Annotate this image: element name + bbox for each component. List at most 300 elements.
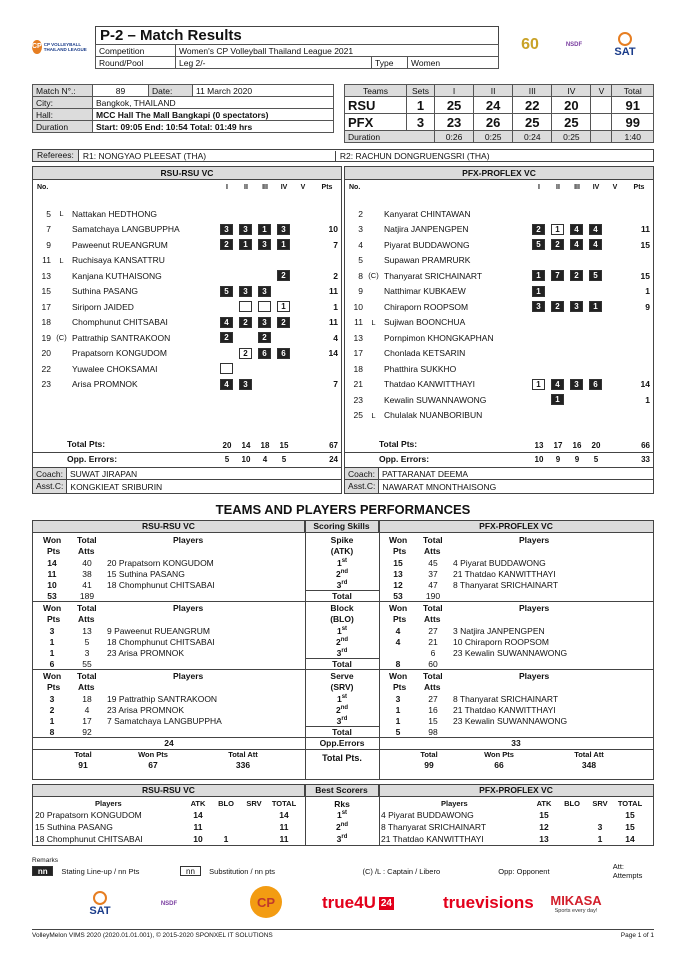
round-value: Leg 2/- [176, 57, 372, 69]
won-pts: 4 [395, 637, 401, 647]
block-total-won: 6 [49, 659, 55, 669]
player-number: 18 [353, 363, 363, 374]
set-square: 4 [589, 224, 602, 235]
pts-subheader: Pts [393, 546, 407, 556]
players-header: Players [173, 535, 204, 545]
pfx-roster [344, 166, 654, 494]
left-team-header: RSU-RSU VC [33, 521, 305, 533]
best-stat: 11 [279, 834, 289, 844]
team-header: PFX-PROFLEX VC [345, 167, 653, 180]
player-number: 10 [353, 301, 363, 312]
perf-player: 4 Piyarat BUDDAWONG [453, 558, 546, 568]
player-row [345, 206, 653, 222]
set-square [239, 332, 252, 343]
set-header: III [262, 184, 268, 191]
performance-title: TEAMS AND PLAYERS PERFORMANCES [215, 502, 471, 517]
won-header: Won [43, 603, 62, 613]
player-row [33, 222, 341, 238]
perf-player: 9 Paweenut RUEANGRUM [107, 626, 210, 636]
date-label: Date: [149, 85, 193, 97]
team1-set3: 22 [513, 97, 552, 114]
team2-set3: 25 [513, 114, 552, 131]
set-total-pts: 66 [641, 441, 650, 450]
rank [305, 716, 379, 726]
remarks-bar [32, 862, 654, 880]
set-square: 2 [277, 317, 290, 328]
won-pts: 13 [393, 569, 403, 579]
won-pts: 12 [393, 580, 403, 590]
team2-sets: 3 [407, 114, 435, 131]
cpvl-logo: CP CP VOLLEYBALL THAILAND LEAGUE [32, 42, 87, 52]
player-row [345, 284, 653, 300]
team2-set4: 25 [552, 114, 591, 131]
set-square: 2 [258, 332, 271, 343]
set-header: IV [592, 184, 600, 191]
perf-player: 7 Samatchaya LANGBUPPHA [107, 716, 222, 726]
set-square: 2 [570, 270, 583, 281]
set-square: 4 [220, 317, 233, 328]
set-square: 1 [239, 239, 252, 250]
player-name: Thanyarat SRICHAINART [384, 270, 483, 281]
skill-abbr: (BLO) [330, 614, 354, 624]
totals-header: Total Att [228, 750, 258, 759]
player-number: 23 [41, 379, 51, 390]
total-atts: 41 [82, 580, 92, 590]
player-row [345, 346, 653, 362]
player-row [33, 330, 341, 346]
set-square: 3 [277, 224, 290, 235]
rank-suffix: rd [341, 648, 348, 654]
right-team-header: PFX-PROFLEX VC [379, 785, 653, 797]
match-date: 11 March 2020 [193, 85, 334, 97]
nsdf-logo: NSDF [565, 42, 583, 48]
competition-label: Competition [96, 45, 176, 57]
sponsor-nsdf-logo: NSDF [160, 901, 178, 907]
team1-total: 91 [612, 97, 654, 114]
skill-total-label: Total [332, 591, 352, 601]
substitution-legend: Substitution / nn pts [209, 866, 276, 876]
block-total-won: 53 [393, 591, 403, 601]
best-scorers [32, 784, 654, 846]
player-number: 5 [46, 208, 51, 219]
set-total-pts: 20 [222, 441, 232, 450]
total-atts: 18 [82, 694, 92, 704]
block-total-won: 8 [49, 727, 55, 737]
won-pts: 2 [49, 705, 55, 715]
player-pts: 7 [333, 379, 338, 390]
totals-value: 67 [148, 760, 158, 770]
set-square: 4 [589, 239, 602, 250]
teams-header: Teams [345, 85, 407, 97]
won-header: Won [389, 603, 408, 613]
set-header: II [244, 184, 248, 191]
rank-suffix: st [341, 810, 348, 816]
players-header: Players [173, 671, 204, 681]
rank-num: 3 [336, 716, 342, 726]
set-square: 2 [239, 348, 252, 359]
totals-value: 91 [78, 760, 88, 770]
player-row [345, 253, 653, 269]
perf-player: 21 Thatdao KANWITTHAYI [453, 705, 556, 715]
set-square: 2 [277, 270, 290, 281]
opp-errors-right: 33 [511, 738, 521, 748]
perf-player: 18 Chomphunut CHITSABAI [107, 637, 215, 647]
rank-suffix: nd [340, 822, 349, 828]
competition-table [95, 44, 499, 69]
perf-player: 10 Chiraporn ROOPSOM [453, 637, 549, 647]
footer-credits: VolleyMelon VIMS 2020 (2020.01.01.001), © 2015-2020 SPONXEL IT SOLUTIONS [32, 932, 273, 939]
player-number: 25 [353, 410, 363, 421]
best-stat: 15 [625, 822, 635, 832]
stat-header: SRV [592, 799, 608, 808]
best-stat: 10 [193, 834, 203, 844]
remarks-label: Remarks [32, 857, 59, 864]
city-value: Bangkok, THAILAND [93, 97, 334, 109]
player-name: Natthimar KUBKAEW [384, 286, 466, 297]
stat-header: TOTAL [271, 799, 297, 808]
block-total-atts: 60 [428, 659, 438, 669]
best-stat: 14 [279, 810, 289, 820]
player-row [345, 392, 653, 408]
atts-subheader: Atts [424, 682, 441, 692]
total-atts: 21 [428, 637, 438, 647]
player-name: Yuwalee CHOKSAMAI [72, 363, 158, 374]
perf-player: 8 Thanyarat SRICHAINART [453, 580, 559, 590]
set-square: 5 [532, 239, 545, 250]
set-square [258, 301, 271, 312]
stat-header: TOTAL [617, 799, 643, 808]
player-flag: (C) [368, 271, 379, 281]
pts-subheader: Pts [47, 614, 61, 624]
player-number: 15 [41, 286, 51, 297]
attempts-legend: Att: Attempts [612, 862, 643, 880]
pts-subheader: Pts [47, 682, 61, 692]
won-pts: 3 [49, 626, 55, 636]
player-number: 11 [354, 317, 363, 328]
footer-page: Page 1 of 1 [620, 932, 654, 939]
set-total-pts: 18 [260, 441, 270, 450]
left-team-header: RSU-RSU VC [33, 785, 305, 797]
player-row [33, 284, 341, 300]
player-name: Nattakan HEDTHONG [72, 208, 158, 219]
rank [305, 558, 379, 568]
player-name: Kanjana KUTHAISONG [72, 270, 162, 281]
set-square: 4 [551, 379, 564, 390]
set-square: 3 [239, 286, 252, 297]
assistant-coach-label: Asst.C: [33, 480, 67, 493]
opponent-legend: Opp: Opponent [498, 866, 550, 876]
set-square: 3 [570, 379, 583, 390]
player-row [33, 268, 341, 284]
set-square: 6 [258, 348, 271, 359]
sponsor-mikasa-logo: MIKASA Sports every day! [550, 892, 602, 914]
player-row [345, 315, 653, 331]
skill-name: Spike [330, 535, 354, 545]
skill-total-label: Total [332, 727, 352, 737]
total-header: Total [77, 603, 97, 613]
player-number: 17 [41, 301, 51, 312]
set-total-pts: 20 [591, 441, 601, 450]
sat-logo: SAT [608, 28, 642, 62]
set-header: I [226, 184, 228, 191]
team2-set2: 26 [474, 114, 513, 131]
player-number: 22 [41, 363, 51, 374]
player-name: Paweenut RUEANGRUM [72, 239, 168, 250]
perf-player: 23 Arisa PROMNOK [107, 705, 184, 715]
player-number: 11 [42, 255, 51, 266]
team1-set2: 24 [474, 97, 513, 114]
best-player: 21 Thatdao KANWITTHAYI [381, 834, 484, 844]
player-name: Phatthira SUKKHO [384, 363, 457, 374]
match-no: 89 [93, 85, 149, 97]
block-total-atts: 55 [82, 659, 92, 669]
player-pts: 4 [333, 332, 338, 343]
skill-name: Block [330, 603, 354, 613]
set5-header: V [591, 85, 612, 97]
won-pts: 1 [395, 716, 401, 726]
total-atts: 4 [84, 705, 90, 715]
won-pts: 10 [47, 580, 57, 590]
player-number: 13 [41, 270, 51, 281]
total-atts: 6 [430, 648, 436, 658]
player-row [33, 377, 341, 393]
player-number: 2 [358, 208, 363, 219]
set-opp-errors: 9 [555, 455, 561, 464]
rank-suffix: st [341, 558, 348, 564]
atts-subheader: Atts [424, 614, 441, 624]
set-square: 2 [220, 332, 233, 343]
perf-player: 8 Thanyarat SRICHAINART [453, 694, 559, 704]
rank-suffix: st [341, 626, 348, 632]
best-stat: 11 [193, 822, 203, 832]
player-row [345, 408, 653, 424]
player-name: Samatchaya LANGBUPPHA [72, 224, 180, 235]
won-pts: 1 [49, 716, 55, 726]
total-atts: 3 [84, 648, 90, 658]
atts-subheader: Atts [78, 546, 95, 556]
won-header: Won [389, 535, 408, 545]
match-no-label: Match N°.: [33, 85, 93, 97]
pts-header: Pts [321, 184, 333, 191]
player-name: Chulalak NUANBORIBUN [384, 410, 483, 421]
set-square: 1 [589, 301, 602, 312]
set-opp-errors: 24 [329, 455, 338, 464]
player-row [345, 361, 653, 377]
set-square: 3 [258, 317, 271, 328]
sponsor-sat-logo: SAT [80, 886, 120, 922]
stat-header: SRV [246, 799, 262, 808]
set-duration-label: Duration [345, 131, 435, 143]
totals-header: Total [74, 750, 92, 759]
total-atts: 37 [428, 569, 438, 579]
player-pts: 7 [333, 239, 338, 250]
player-name: Kewalin SUWANNAWONG [384, 394, 487, 405]
player-flag: L [371, 317, 376, 327]
duration-label: Duration [33, 121, 93, 133]
round-label: Round/Pool [96, 57, 176, 69]
skill-abbr: (SRV) [330, 682, 354, 692]
block-total-won: 8 [395, 659, 401, 669]
won-pts: 3 [49, 694, 55, 704]
skill-abbr: (ATK) [330, 546, 354, 556]
sets-header: Sets [407, 85, 435, 97]
set-square [239, 301, 252, 312]
rsu-roster [32, 166, 342, 494]
best-player: 20 Prapatsorn KONGUDOM [35, 810, 142, 820]
rank [305, 822, 379, 832]
opp-errors-label: Opp.Errors [319, 738, 365, 748]
city-label: City: [33, 97, 93, 109]
best-stat: 15 [625, 810, 635, 820]
coach-row [33, 467, 341, 480]
stat-header: BLO [218, 799, 234, 808]
rank-suffix: rd [341, 580, 348, 586]
set-square: 1 [532, 379, 545, 390]
skill-name: Serve [330, 671, 354, 681]
set-square: 1 [551, 394, 564, 405]
player-row [33, 237, 341, 253]
total-atts: 13 [82, 626, 92, 636]
players-header: Players [519, 535, 550, 545]
skills-header: Scoring Skills [305, 521, 379, 533]
total-duration: 1:40 [612, 131, 654, 143]
player-name: Supawan PRAMRURK [384, 255, 471, 266]
won-pts: 11 [47, 569, 57, 579]
set-square: 5 [220, 286, 233, 297]
set-square: 2 [239, 317, 252, 328]
block-total-atts: 92 [82, 727, 92, 737]
total-atts: 15 [428, 716, 438, 726]
block-total-won: 53 [47, 591, 57, 601]
set-square: 4 [570, 224, 583, 235]
coach-label: Coach: [345, 468, 379, 479]
score-table [344, 84, 654, 143]
stat-header: ATK [536, 799, 552, 808]
rank-suffix: nd [340, 569, 349, 575]
player-row [33, 315, 341, 331]
team2-total: 99 [612, 114, 654, 131]
best-player: 15 Suthina PASANG [35, 822, 113, 832]
set-opp-errors: 10 [534, 455, 544, 464]
player-pts: 11 [329, 317, 338, 328]
set-square: 1 [532, 286, 545, 297]
assistant-coach-row [345, 480, 653, 493]
player-name: Chiraporn ROOPSOM [384, 301, 469, 312]
rank [305, 580, 379, 590]
pts-subheader: Pts [393, 614, 407, 624]
best-stat: 11 [279, 822, 289, 832]
player-number: 21 [353, 379, 363, 390]
starting-lineup-legend: Stating Line-up / nn Pts [61, 866, 140, 876]
rank-num: 1 [336, 694, 342, 704]
set-opp-errors: 33 [641, 455, 650, 464]
won-pts: 3 [395, 694, 401, 704]
set3-header: III [513, 85, 552, 97]
right-team-header: PFX-PROFLEX VC [379, 521, 653, 533]
total-atts: 45 [428, 558, 438, 568]
skill-total-label: Total [332, 659, 352, 669]
player-row [345, 268, 653, 284]
player-number: 13 [353, 332, 363, 343]
player-pts: 2 [333, 270, 338, 281]
totals-value: 336 [235, 760, 251, 770]
team1-sets: 1 [407, 97, 435, 114]
block-total-atts: 189 [79, 591, 95, 601]
won-header: Won [43, 535, 62, 545]
rank-num: 1 [336, 558, 342, 568]
set-total-pts: 14 [241, 441, 251, 450]
player-number: 8 [358, 270, 363, 281]
set2-duration: 0:25 [474, 131, 513, 143]
hall-value: MCC Hall The Mall Bangkapi (0 spectators) [93, 109, 334, 121]
player-row [33, 346, 341, 362]
set-square [220, 348, 233, 359]
referees-bar [32, 149, 654, 162]
total-atts: 5 [84, 637, 90, 647]
player-row [345, 330, 653, 346]
player-flag: L [59, 255, 64, 265]
perf-player: 3 Natjira JANPENGPEN [453, 626, 545, 636]
player-row [345, 299, 653, 315]
player-name: Prapatsorn KONGUDOM [72, 348, 167, 359]
player-name: Chonlada KETSARIN [384, 348, 466, 359]
totals-value: 99 [424, 760, 434, 770]
player-row [33, 361, 341, 377]
player-number: 9 [46, 239, 51, 250]
player-number: 17 [353, 348, 363, 359]
set-opp-errors: 4 [262, 455, 268, 464]
totals-header: Won Pts [484, 750, 514, 759]
total-header: Total [612, 85, 654, 97]
match-info [32, 84, 334, 133]
opp-errors-label: Opp. Errors: [379, 454, 430, 464]
totals-header: Total [420, 750, 438, 759]
players-header: Players [519, 671, 550, 681]
set-header: II [556, 184, 560, 191]
total-header: Total [423, 535, 443, 545]
player-row [33, 253, 341, 269]
player-pts: 1 [645, 394, 650, 405]
set1-duration: 0:26 [435, 131, 474, 143]
substitution-swatch: nn [180, 866, 201, 876]
player-number: 7 [46, 224, 51, 235]
assistant-coach-label: Asst.C: [345, 480, 379, 493]
set-square: 3 [239, 379, 252, 390]
rank-suffix: rd [341, 834, 348, 840]
coach-row [345, 467, 653, 480]
stat-header: BLO [564, 799, 580, 808]
block-total-atts: 98 [428, 727, 438, 737]
total-atts: 47 [428, 580, 438, 590]
won-pts: 4 [395, 626, 401, 636]
player-name: Suthina PASANG [72, 286, 138, 297]
players-header: Players [441, 799, 468, 808]
set-square: 6 [277, 348, 290, 359]
no-header: No. [37, 184, 49, 191]
player-number: 23 [353, 394, 363, 405]
coach-name: SUWAT JIRAPAN [69, 468, 138, 479]
set4-header: IV [552, 85, 591, 97]
no-header: No. [349, 184, 361, 191]
rank [305, 637, 379, 647]
best-stat: 3 [597, 822, 603, 832]
set-square [220, 270, 233, 281]
set-header: III [574, 184, 580, 191]
total-pts-label: Total Pts: [67, 439, 106, 449]
perf-player: 23 Kewalin SUWANNAWONG [453, 716, 568, 726]
type-value: Women [408, 57, 499, 69]
rank-suffix: nd [340, 637, 349, 643]
